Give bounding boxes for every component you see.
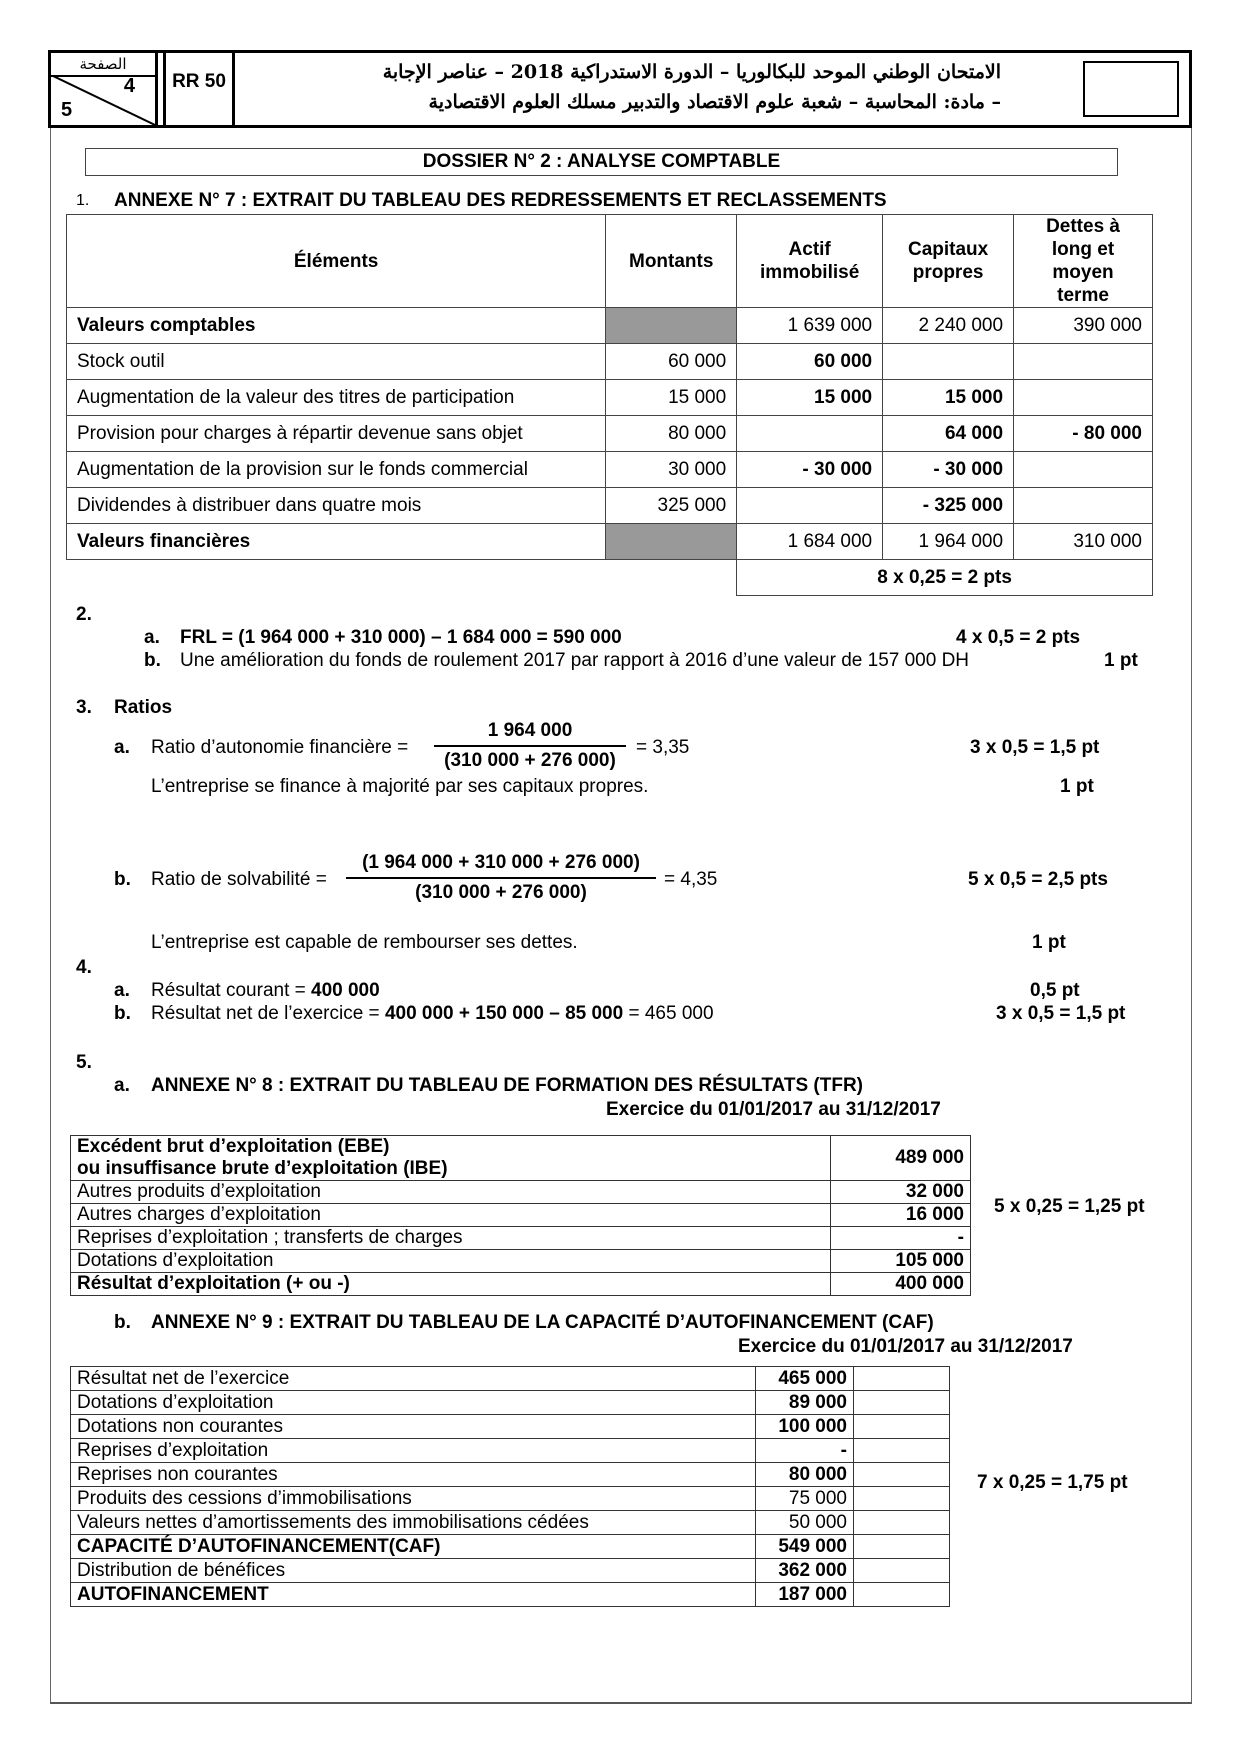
item-label: b.	[114, 1003, 131, 1024]
row-value: 400 000	[831, 1273, 971, 1296]
row-value: 89 000	[756, 1391, 854, 1415]
item-label: b.	[114, 869, 131, 890]
col-capitaux: Capitaux propres	[883, 215, 1014, 308]
annexe9-table	[70, 1366, 950, 1607]
cell-capitaux	[883, 344, 1014, 380]
page-total: 5	[61, 99, 73, 121]
annexe8-title: ANNEXE N° 8 : EXTRAIT DU TABLEAU DE FORMATION DES RÉSULTATS (TFR)	[151, 1075, 863, 1096]
page-label: الصفحة	[51, 53, 155, 77]
table-row	[71, 1439, 950, 1463]
row-label: Autres charges d’exploitation	[71, 1204, 831, 1227]
item-label: b.	[144, 650, 161, 671]
table-row	[67, 380, 1153, 416]
row-label: Reprises d’exploitation ; transferts de charges	[71, 1227, 831, 1250]
col-actif: Actif immobilisé	[737, 215, 883, 308]
exam-header	[48, 50, 1192, 128]
points: 1 pt	[1104, 650, 1138, 671]
row-label: Valeurs nettes d’amortissements des immobilisations cédées	[71, 1511, 756, 1535]
numerator: (1 964 000 + 310 000 + 276 000)	[362, 852, 640, 873]
table-row	[71, 1487, 950, 1511]
cell-actif: 15 000	[737, 380, 883, 416]
row-label: Reprises d’exploitation	[71, 1439, 756, 1463]
item-label: a.	[114, 737, 130, 758]
row-label: Dotations d’exploitation	[71, 1391, 756, 1415]
annexe8-period: Exercice du 01/01/2017 au 31/12/2017	[606, 1099, 941, 1120]
table-row	[71, 1250, 971, 1273]
section5-number: 5.	[76, 1052, 92, 1073]
row-value: -	[756, 1439, 854, 1463]
table-row	[71, 1511, 950, 1535]
cell-dettes	[1014, 344, 1153, 380]
cell-capitaux: 2 240 000	[883, 308, 1014, 344]
ratio-autonomie-fraction	[434, 720, 626, 772]
row-label: Valeurs financières	[67, 524, 606, 560]
table-row	[71, 1391, 950, 1415]
row-value: 50 000	[756, 1511, 854, 1535]
table-row	[71, 1583, 950, 1607]
empty-cell	[854, 1487, 950, 1511]
cell-montant: 30 000	[606, 452, 737, 488]
row-value: 465 000	[756, 1367, 854, 1391]
ratio-autonomie-label: Ratio d’autonomie financière =	[151, 737, 409, 758]
cell-capitaux: - 325 000	[883, 488, 1014, 524]
table-row	[67, 344, 1153, 380]
section1-number: 1.	[76, 192, 90, 209]
shaded-cell	[606, 524, 737, 560]
row-label: CAPACITÉ D’AUTOFINANCEMENT(CAF)	[71, 1535, 756, 1559]
cell-dettes: - 80 000	[1014, 416, 1153, 452]
table-row	[71, 1181, 971, 1204]
item-label: a.	[114, 980, 130, 1001]
row-value: 80 000	[756, 1463, 854, 1487]
empty-box	[1083, 61, 1179, 117]
row-label: Distribution de bénéfices	[71, 1559, 756, 1583]
item-label: a.	[114, 1075, 130, 1096]
row-label: Autres produits d’exploitation	[71, 1181, 831, 1204]
points: 1 pt	[1060, 776, 1094, 797]
row-label: Stock outil	[67, 344, 606, 380]
cell-capitaux: 64 000	[883, 416, 1014, 452]
cell-montant: 80 000	[606, 416, 737, 452]
resultat-net: Résultat net de l’exercice = 400 000 + 150 000 – 85 000 = 465 000	[151, 1003, 714, 1024]
cell-actif: 1 639 000	[737, 308, 883, 344]
table-row	[71, 1227, 971, 1250]
cell-capitaux: - 30 000	[883, 452, 1014, 488]
table-row	[71, 1136, 971, 1181]
points: 5 x 0,25 = 1,25 pt	[994, 1196, 1145, 1217]
page-number-box	[51, 53, 158, 125]
table-header-row	[67, 215, 1153, 308]
row-label: Provision pour charges à répartir devenue sans objet	[67, 416, 606, 452]
empty-cell	[854, 1367, 950, 1391]
table-row	[71, 1463, 950, 1487]
ratio-solvabilite-label: Ratio de solvabilité =	[151, 869, 327, 890]
shaded-cell	[606, 308, 737, 344]
row-label: Reprises non courantes	[71, 1463, 756, 1487]
frl-formula: FRL = (1 964 000 + 310 000) – 1 684 000 = 590 000	[180, 627, 622, 648]
exam-title-line1: الامتحان الوطني الموحد للبكالوريا – الدورة الاستدراكية 2018 – عناصر الإجابة	[382, 61, 1001, 83]
exam-title-line2: – مادة: المحاسبة – شعبة علوم الاقتصاد والتدبير مسلك العلوم الاقتصادية	[428, 91, 1001, 113]
cell-montant: 15 000	[606, 380, 737, 416]
table-row	[67, 488, 1153, 524]
section4-number: 4.	[76, 957, 92, 978]
col-elements: Éléments	[67, 215, 606, 308]
row-value: 16 000	[831, 1204, 971, 1227]
empty-cell	[854, 1559, 950, 1583]
cell-actif	[737, 416, 883, 452]
row-label: Dotations non courantes	[71, 1415, 756, 1439]
table-row	[67, 524, 1153, 560]
annexe8-table	[70, 1135, 971, 1296]
row-label: Dividendes à distribuer dans quatre mois	[67, 488, 606, 524]
annexe7-table	[66, 214, 1153, 596]
row-value: 549 000	[756, 1535, 854, 1559]
row-label: Excédent brut d’exploitation (EBE) ou insuffisance brute d’exploitation (IBE)	[71, 1136, 831, 1181]
cell-actif: 60 000	[737, 344, 883, 380]
row-label: Augmentation de la valeur des titres de participation	[67, 380, 606, 416]
row-value: 489 000	[831, 1136, 971, 1181]
cell-capitaux: 15 000	[883, 380, 1014, 416]
cell-actif: 1 684 000	[737, 524, 883, 560]
row-value: 100 000	[756, 1415, 854, 1439]
item-label: a.	[144, 627, 160, 648]
col-dettes: Dettes à long et moyen terme	[1014, 215, 1153, 308]
row-label: Résultat net de l’exercice	[71, 1367, 756, 1391]
denominator: (310 000 + 276 000)	[444, 750, 616, 771]
cell-capitaux: 1 964 000	[883, 524, 1014, 560]
cell-dettes: 310 000	[1014, 524, 1153, 560]
row-value: 187 000	[756, 1583, 854, 1607]
table-row	[71, 1535, 950, 1559]
denominator: (310 000 + 276 000)	[415, 882, 587, 903]
annexe9-period: Exercice du 01/01/2017 au 31/12/2017	[738, 1336, 1073, 1357]
resultat-courant: Résultat courant = 400 000	[151, 980, 380, 1001]
row-value: -	[831, 1227, 971, 1250]
row-label: AUTOFINANCEMENT	[71, 1583, 756, 1607]
table-row	[67, 308, 1153, 344]
cell-montant: 325 000	[606, 488, 737, 524]
section2-number: 2.	[76, 604, 92, 625]
points: 1 pt	[1032, 932, 1066, 953]
row-label: Produits des cessions d’immobilisations	[71, 1487, 756, 1511]
empty-cell	[854, 1415, 950, 1439]
table-row	[67, 416, 1153, 452]
exam-code: RR 50	[163, 53, 235, 125]
points: 7 x 0,25 = 1,75 pt	[977, 1472, 1128, 1493]
empty-cell	[854, 1463, 950, 1487]
points: 4 x 0,5 = 2 pts	[956, 627, 1081, 648]
section1-points: 8 x 0,25 = 2 pts	[737, 560, 1153, 596]
frl-comment: Une amélioration du fonds de roulement 2017 par rapport à 2016 d’une valeur de 157 000 DH	[180, 650, 970, 671]
table-row	[71, 1367, 950, 1391]
ratio-solvabilite-fraction	[346, 852, 656, 904]
points: 3 x 0,5 = 1,5 pt	[996, 1003, 1126, 1024]
table-row	[67, 452, 1153, 488]
row-value: 32 000	[831, 1181, 971, 1204]
empty-cell	[854, 1535, 950, 1559]
cell-dettes	[1014, 452, 1153, 488]
item-label: b.	[114, 1312, 131, 1333]
empty-cell	[854, 1439, 950, 1463]
table-row	[71, 1415, 950, 1439]
cell-dettes: 390 000	[1014, 308, 1153, 344]
row-label: Augmentation de la provision sur le fonds commercial	[67, 452, 606, 488]
empty-cell	[854, 1511, 950, 1535]
table-row	[71, 1273, 971, 1296]
ratio-result: = 3,35	[636, 737, 690, 758]
row-label: Valeurs comptables	[67, 308, 606, 344]
exam-title	[241, 53, 1001, 129]
numerator: 1 964 000	[487, 720, 573, 741]
points: 3 x 0,5 = 1,5 pt	[970, 737, 1100, 758]
cell-dettes	[1014, 380, 1153, 416]
dossier-title: DOSSIER N° 2 : ANALYSE COMPTABLE	[85, 148, 1118, 176]
page-current: 4	[123, 75, 135, 97]
section3-number: 3.	[76, 697, 92, 718]
table-row	[71, 1559, 950, 1583]
row-value: 362 000	[756, 1559, 854, 1583]
cell-dettes	[1014, 488, 1153, 524]
cell-montant: 60 000	[606, 344, 737, 380]
section3-title: Ratios	[114, 697, 173, 718]
points-row	[67, 560, 1153, 596]
cell-actif: - 30 000	[737, 452, 883, 488]
points: 0,5 pt	[1030, 980, 1080, 1001]
row-value: 105 000	[831, 1250, 971, 1273]
ratio-comment: L’entreprise est capable de rembourser ses dettes.	[151, 932, 578, 953]
table-row	[71, 1204, 971, 1227]
annexe9-title: ANNEXE N° 9 : EXTRAIT DU TABLEAU DE LA CAPACITÉ D’AUTOFINANCEMENT (CAF)	[151, 1312, 934, 1333]
empty-cell	[854, 1391, 950, 1415]
ratio-comment: L’entreprise se finance à majorité par ses capitaux propres.	[151, 776, 649, 797]
row-value: 75 000	[756, 1487, 854, 1511]
cell-actif	[737, 488, 883, 524]
row-label: Dotations d’exploitation	[71, 1250, 831, 1273]
section1-title: ANNEXE N° 7 : EXTRAIT DU TABLEAU DES REDRESSEMENTS ET RECLASSEMENTS	[114, 190, 887, 211]
ratio-result: = 4,35	[664, 869, 718, 890]
row-label: Résultat d’exploitation (+ ou -)	[71, 1273, 831, 1296]
col-montants: Montants	[606, 215, 737, 308]
points: 5 x 0,5 = 2,5 pts	[968, 869, 1108, 890]
empty-cell	[854, 1583, 950, 1607]
